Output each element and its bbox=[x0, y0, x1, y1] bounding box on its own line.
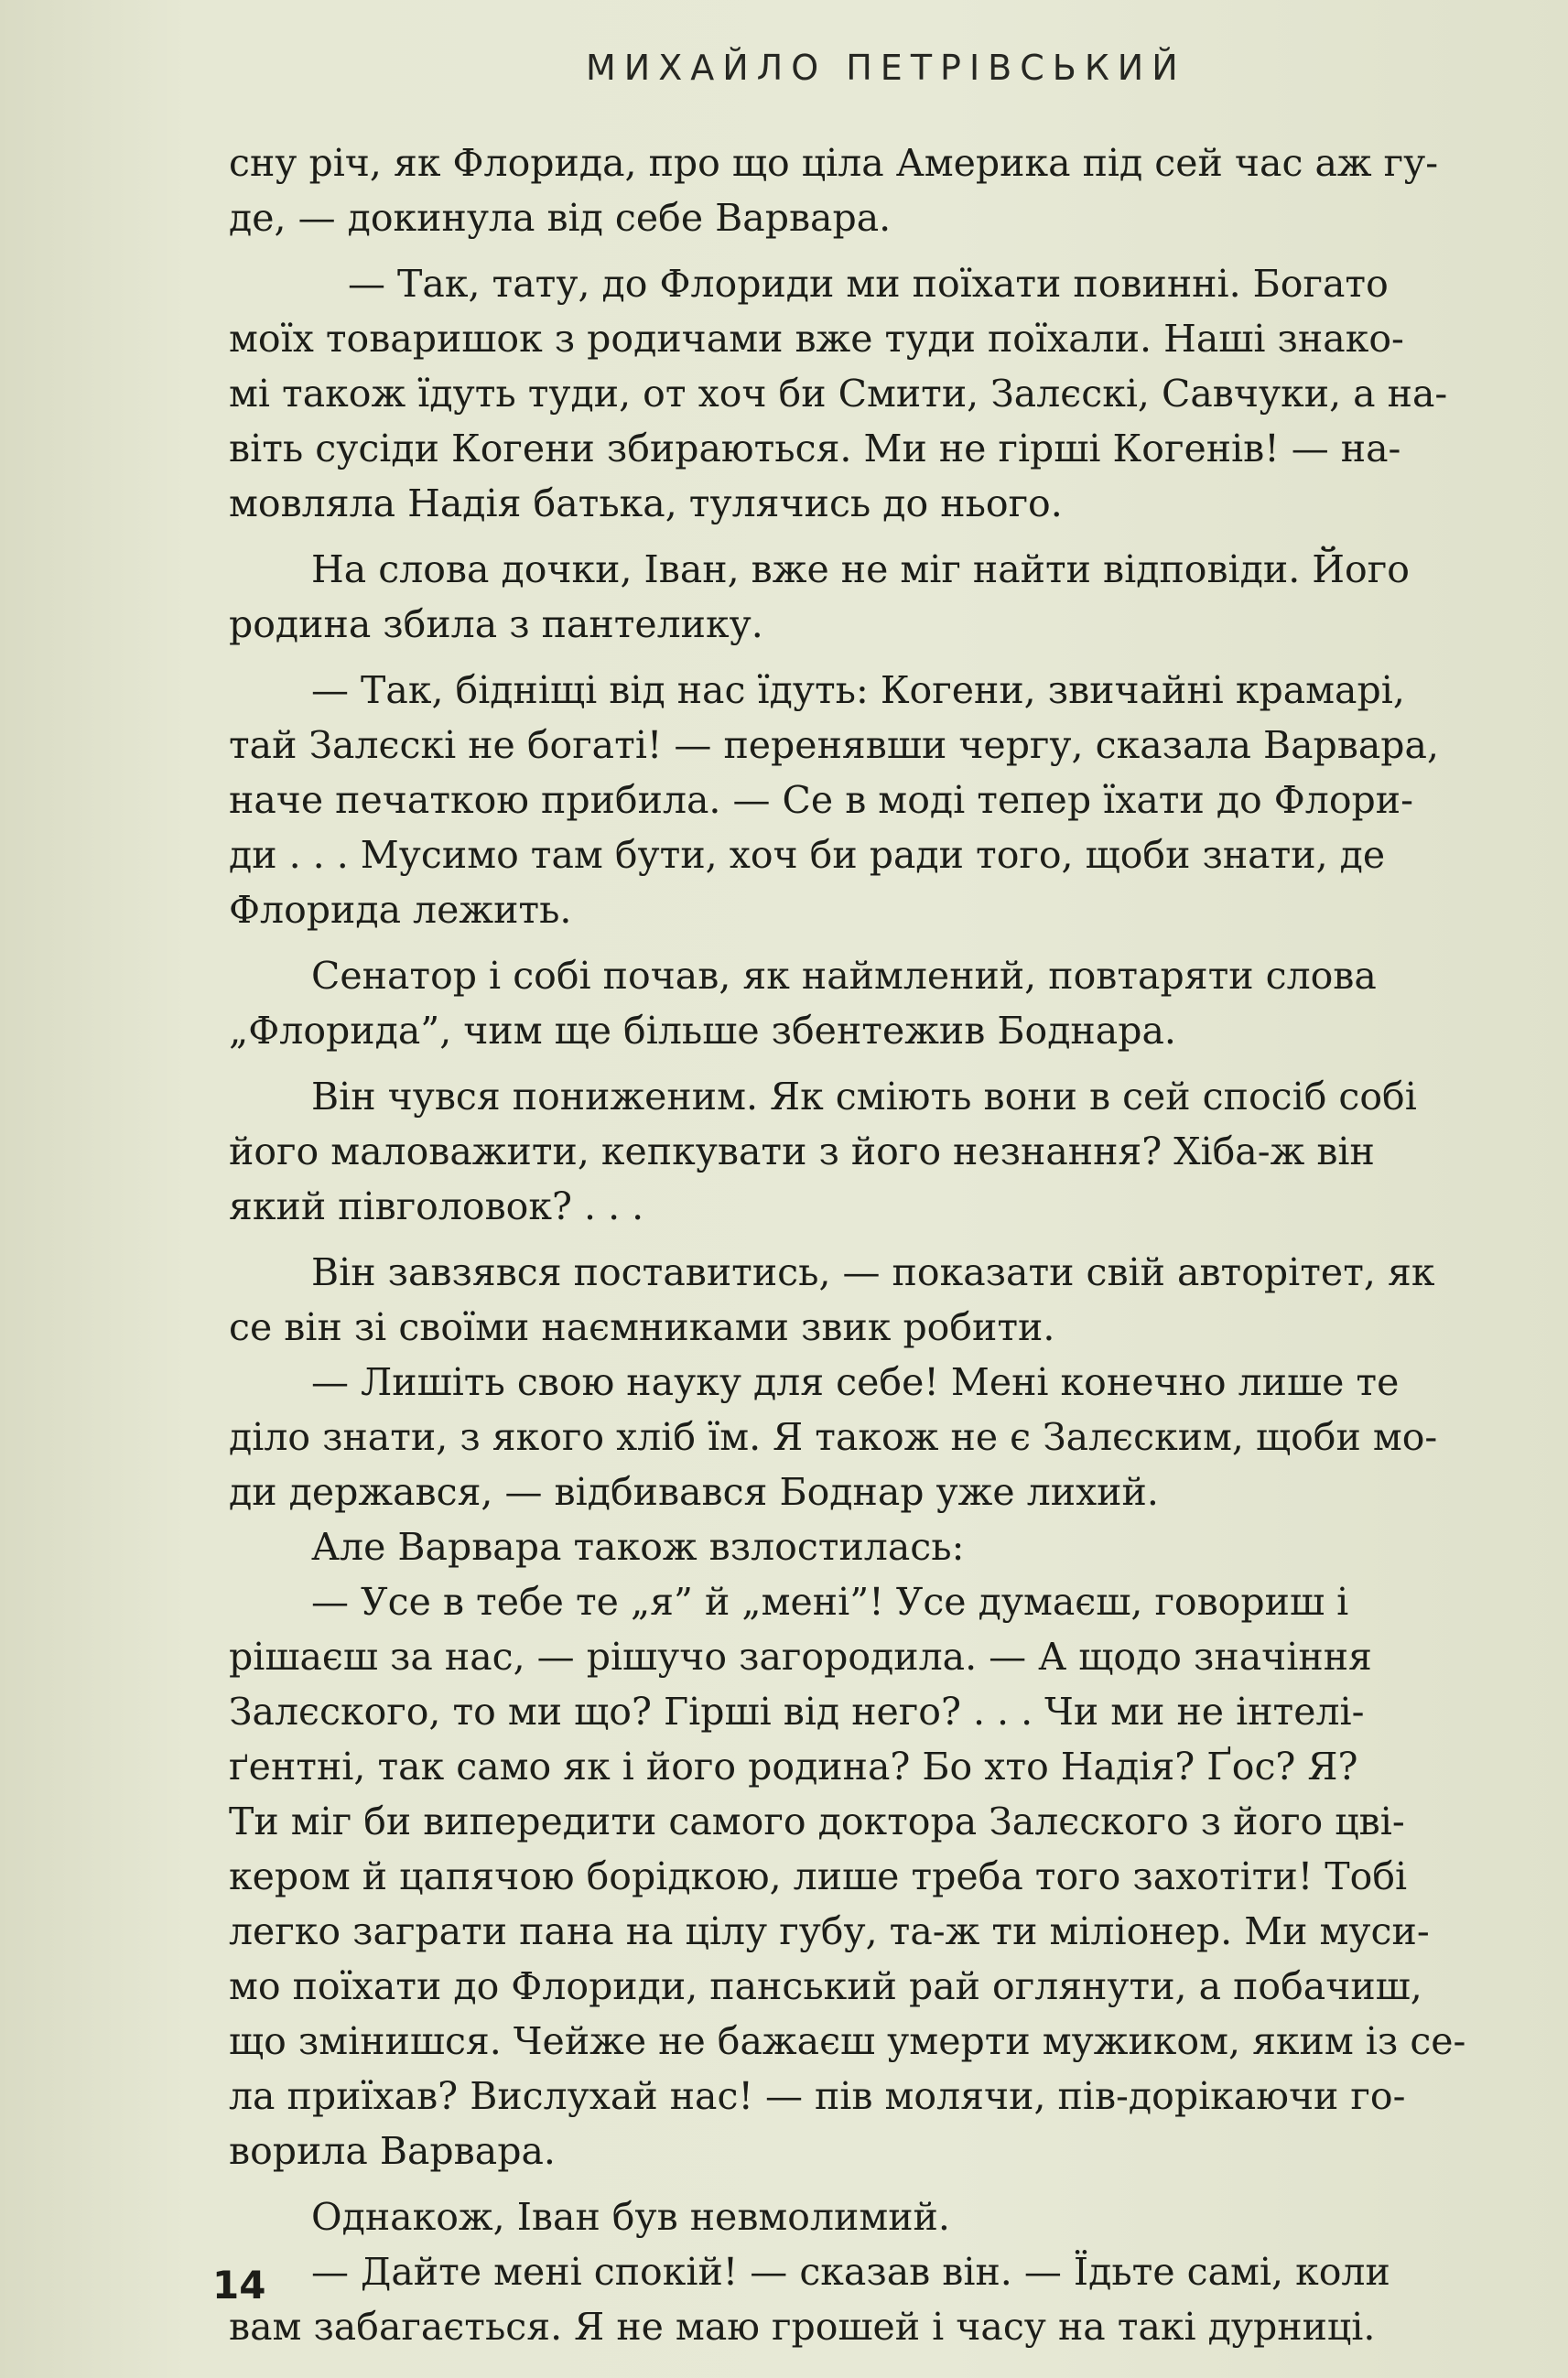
text-line: тай Залєскі не богаті! — перенявши чергу, сказала Варвара, bbox=[229, 723, 1440, 767]
text-line: моїх товаришок з родичами вже туди поїхали. Наші знако- bbox=[229, 317, 1404, 361]
text-line: мо поїхати до Флориди, панський рай оглянути, а побачиш, bbox=[229, 1964, 1422, 2008]
text-line: кером й цапячою борідкою, лише треба того захотіти! Тобі bbox=[229, 1854, 1408, 1898]
text-line: вам забагається. Я не маю грошей і часу на такі дурниці. bbox=[229, 2305, 1376, 2349]
text-line: легко заграти пана на цілу губу, та-ж ти міліонер. Ми муси- bbox=[229, 1909, 1430, 1953]
text-line: родина збила з пантелику. bbox=[229, 602, 763, 646]
text-line: віть сусіди Когени збираються. Ми не гірші Когенів! — на- bbox=[229, 427, 1401, 470]
text-line: — Так, бідніщі від нас їдуть: Когени, звичайні крамарі, bbox=[311, 668, 1405, 712]
text-line: — Усе в тебе те „я” й „мені”! Усе думаєш, говориш і bbox=[311, 1580, 1349, 1624]
text-line: Ти міг би випередити самого доктора Залєского з його цві- bbox=[229, 1800, 1405, 1843]
text-line: сну річ, як Флорида, про що ціла Америка під сей час аж гу- bbox=[229, 141, 1439, 185]
text-line: — Лишіть свою науку для себе! Мені конечно лише те bbox=[311, 1360, 1400, 1404]
text-line: ґентні, так само як і його родина? Бо хто Надія? Ґос? Я? bbox=[229, 1745, 1358, 1789]
running-header: МИХАЙЛО ПЕТРІВСЬКИЙ bbox=[586, 48, 1186, 88]
text-line: що змінишся. Чейже не бажаєш умерти мужиком, яким із се- bbox=[229, 2019, 1466, 2063]
text-line: Але Варвара також взлостилась: bbox=[311, 1525, 965, 1569]
text-line: ди держався, — відбивався Боднар уже лихий. bbox=[229, 1470, 1159, 1514]
text-line: мі також їдуть туди, от хоч би Смити, Залєскі, Савчуки, а на- bbox=[229, 372, 1448, 416]
text-line: „Флорида”, чим ще більше збентежив Боднара. bbox=[229, 1009, 1176, 1053]
text-line: На слова дочки, Іван, вже не міг найти відповіди. Його bbox=[311, 547, 1410, 591]
text-line: Однакож, Іван був невмолимий. bbox=[311, 2195, 950, 2239]
text-line: ди . . . Мусимо там бути, хоч би ради того, щоби знати, де bbox=[229, 833, 1386, 877]
text-line: його маловажити, кепкувати з його незнання? Хіба-ж він bbox=[229, 1130, 1375, 1173]
text-line: ла приїхав? Вислухай нас! — пів молячи, пів-дорікаючи го- bbox=[229, 2074, 1406, 2118]
text-line: — Так, тату, до Флориди ми поїхати повинні. Богато bbox=[348, 262, 1389, 306]
body-text bbox=[229, 135, 1538, 2354]
text-line: наче печаткою прибила. — Се в моді тепер їхати до Флори- bbox=[229, 778, 1413, 822]
text-line: Він чувся пониженим. Як сміють вони в сей спосіб собі bbox=[311, 1075, 1417, 1119]
text-line: Залєского, то ми що? Гірші від него? . . . Чи ми не інтелі- bbox=[229, 1690, 1365, 1734]
text-line: се він зі своїми наємниками звик робити. bbox=[229, 1305, 1055, 1349]
text-line: Флорида лежить. bbox=[229, 888, 572, 932]
text-line: діло знати, з якого хліб їм. Я також не є Залєским, щоби мо- bbox=[229, 1415, 1438, 1459]
text-line: — Дайте мені спокій! — сказав він. — Їдьте самі, коли bbox=[311, 2250, 1390, 2294]
text-line: Сенатор і собі почав, як наймлений, повтаряти слова bbox=[311, 954, 1377, 998]
page-number: 14 bbox=[212, 2263, 266, 2308]
text-line: Він завзявся поставитись, — показати свій авторітет, як bbox=[311, 1250, 1435, 1294]
text-line: який півголовок? . . . bbox=[229, 1184, 644, 1228]
text-line: мовляла Надія батька, тулячись до нього. bbox=[229, 481, 1063, 525]
text-line: де, — докинула від себе Варвара. bbox=[229, 196, 892, 240]
text-line: ворила Варвара. bbox=[229, 2129, 556, 2173]
text-line: рішаєш за нас, — рішучо загородила. — А щодо значіння bbox=[229, 1635, 1372, 1679]
